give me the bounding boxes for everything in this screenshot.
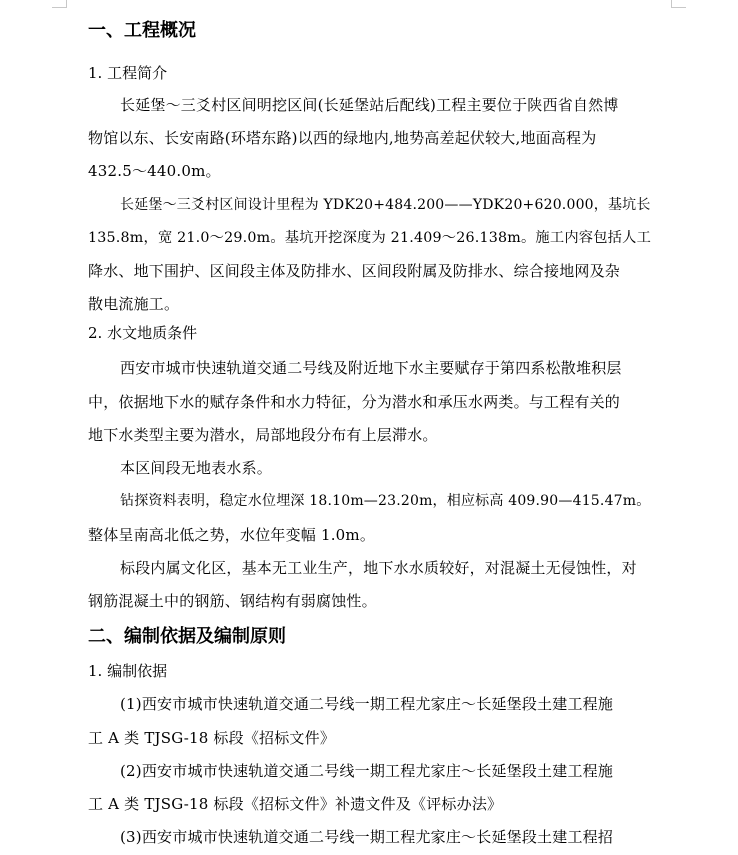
section-heading: 一、工程概况 — [88, 20, 196, 41]
paragraph-line: 标段内属文化区，基本无工业生产，地下水水质较好，对混凝土无侵蚀性，对 — [120, 559, 637, 577]
subsection-heading: 1. 编制依据 — [88, 662, 168, 680]
paragraph-line: 工 A 类 TJSG-18 标段《招标文件》补遗文件及《评标办法》 — [88, 795, 503, 813]
paragraph-line: 工 A 类 TJSG-18 标段《招标文件》 — [88, 729, 336, 747]
paragraph-line: 地下水类型主要为潜水，局部地段分布有上层滞水。 — [88, 426, 438, 444]
paragraph-line: 散电流施工。 — [88, 295, 180, 313]
paragraph-line: 整体呈南高北低之势，水位年变幅 1.0m。 — [88, 526, 376, 544]
section-heading: 二、编制依据及编制原则 — [88, 626, 286, 647]
paragraph-line: (1)西安市城市快速轨道交通二号线一期工程尤家庄～长延堡段土建工程施 — [120, 695, 614, 713]
paragraph-line: (3)西安市城市快速轨道交通二号线一期工程尤家庄～长延堡段土建工程招 — [120, 828, 614, 846]
paragraph-line: 135.8m，宽 21.0～29.0m。基坑开挖深度为 21.409～26.138m。施工内容包括人工 — [88, 230, 652, 246]
paragraph-line: 钢筋混凝土中的钢筋、钢结构有弱腐蚀性。 — [88, 592, 377, 610]
paragraph-line: 长延堡～三爻村区间设计里程为 YDK20+484.200——YDK20+620.000，基坑长 — [120, 197, 651, 213]
subsection-heading: 1. 工程简介 — [88, 64, 168, 82]
paragraph-line: 中，依据地下水的赋存条件和水力特征，分为潜水和承压水两类。与工程有关的 — [88, 393, 621, 411]
paragraph-line: 降水、地下围护、区间段主体及防排水、区间段附属及防排水、综合接地网及杂 — [88, 262, 621, 280]
paragraph-line: 钻探资料表明，稳定水位埋深 18.10m—23.20m，相应标高 409.90—415.47m。 — [120, 493, 651, 509]
subsection-heading: 2. 水文地质条件 — [88, 324, 198, 342]
paragraph-line: 长延堡～三爻村区间明挖区间(长延堡站后配线)工程主要位于陕西省自然博 — [120, 96, 619, 114]
paragraph-line: (2)西安市城市快速轨道交通二号线一期工程尤家庄～长延堡段土建工程施 — [120, 762, 614, 780]
paragraph-line: 西安市城市快速轨道交通二号线及附近地下水主要赋存于第四系松散堆积层 — [120, 359, 622, 377]
paragraph-line: 本区间段无地表水系。 — [120, 459, 273, 477]
paragraph-line: 物馆以东、长安南路(环塔东路)以西的绿地内,地势高差起伏较大,地面高程为 — [88, 129, 597, 147]
paragraph-line: 432.5～440.0m。 — [88, 162, 221, 180]
